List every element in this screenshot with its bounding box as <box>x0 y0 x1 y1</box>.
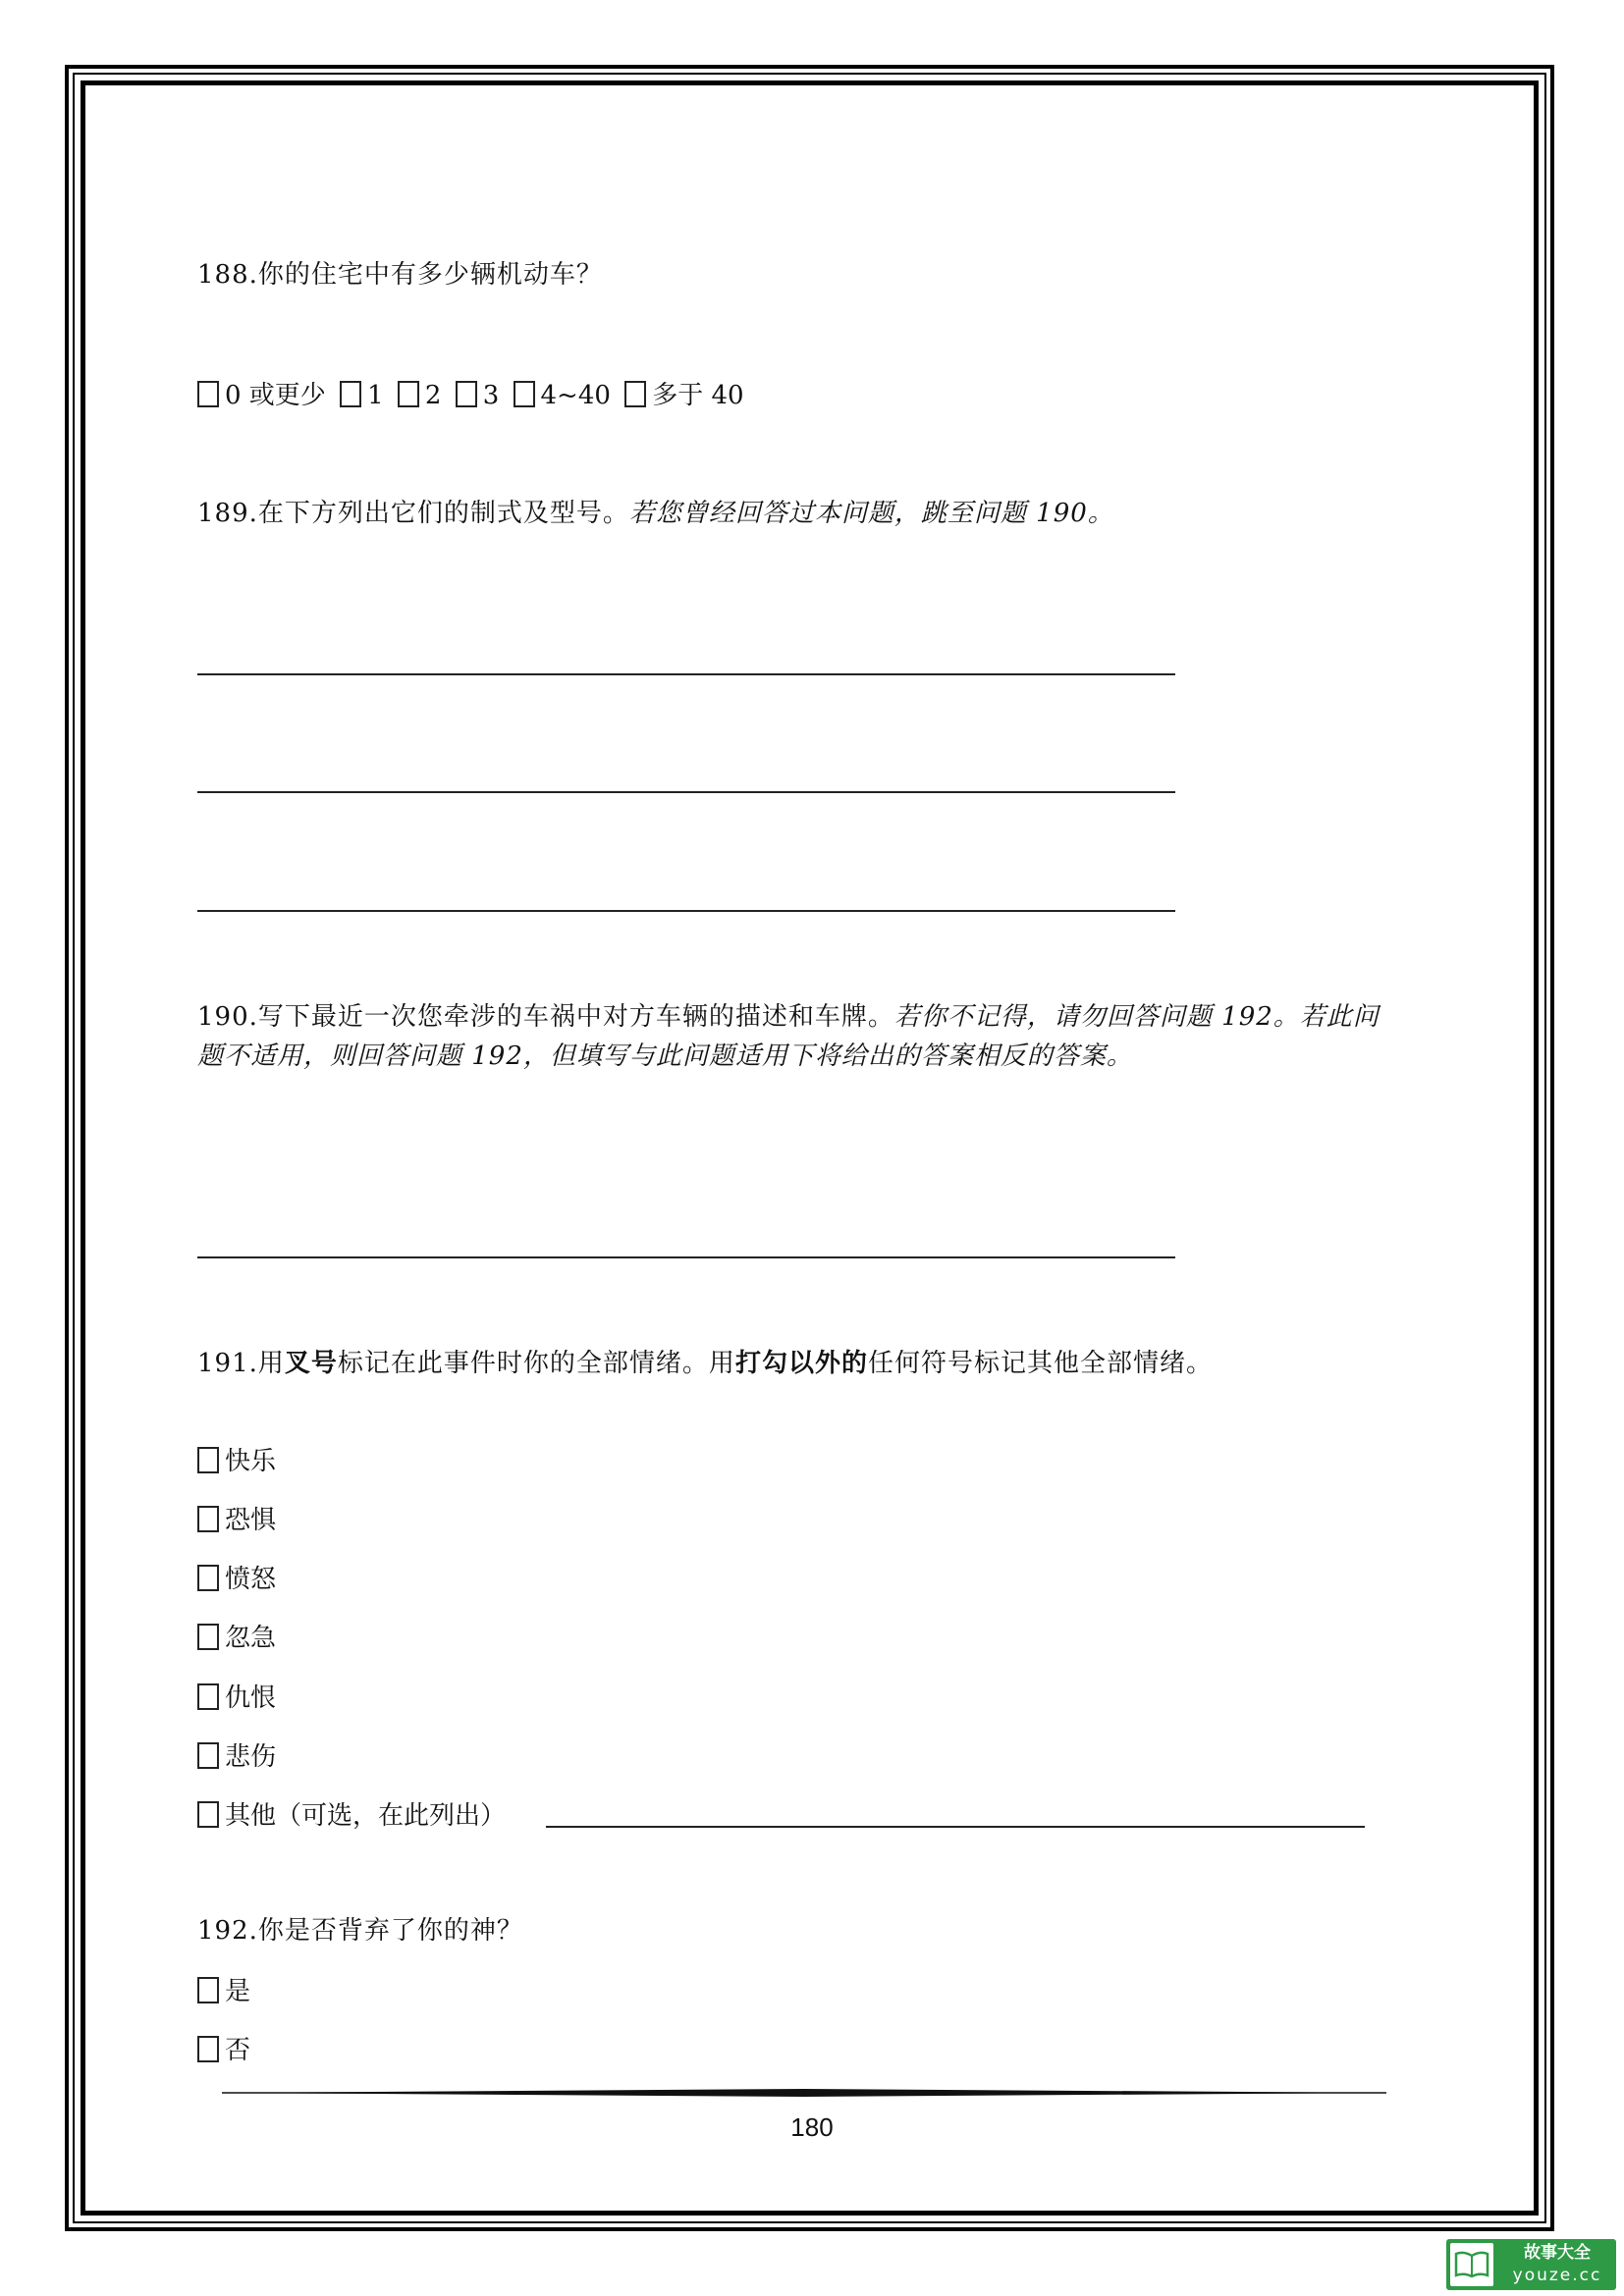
answer-line[interactable] <box>197 1256 1175 1258</box>
checkbox[interactable] <box>398 381 419 407</box>
option-label: 其他（可选，在此列出） <box>225 1801 507 1831</box>
option-label: 1 <box>367 381 384 410</box>
checkbox[interactable] <box>197 1624 219 1650</box>
question-prompt: 189.在下方列出它们的制式及型号。 <box>197 499 629 528</box>
option-label: 0 或更少 <box>225 381 326 410</box>
option-label: 是 <box>225 1977 251 2006</box>
list-item <box>197 1560 276 1599</box>
q188-options <box>197 376 750 415</box>
list-item <box>197 1972 250 2011</box>
option-label: 仇恨 <box>225 1683 277 1713</box>
option-label: 愤怒 <box>225 1565 277 1594</box>
list-item <box>197 1501 276 1540</box>
checkbox[interactable] <box>197 1683 219 1710</box>
checkbox[interactable] <box>197 1447 219 1473</box>
checkbox[interactable] <box>197 1801 219 1828</box>
question-189 <box>197 494 1114 533</box>
question-191 <box>197 1344 1213 1383</box>
other-answer-line[interactable] <box>546 1826 1365 1828</box>
checkbox[interactable] <box>197 1742 219 1769</box>
option-label: 4~40 <box>540 381 611 410</box>
question-prompt: 190.写下最近一次您牵涉的车祸中对方车辆的描述和车牌。 <box>197 1002 894 1032</box>
option-label: 忽急 <box>225 1624 277 1653</box>
list-item <box>197 1619 276 1658</box>
answer-line[interactable] <box>197 673 1175 675</box>
list-item <box>197 1737 276 1777</box>
question-text: 任何符号标记其他全部情绪。 <box>867 1349 1213 1378</box>
question-188: 188.你的住宅中有多少辆机动车？ <box>197 260 603 290</box>
checkbox[interactable] <box>197 1565 219 1591</box>
question-note: 若您曾经回答过本问题，跳至问题 190。 <box>628 499 1114 528</box>
answer-line[interactable] <box>197 791 1175 793</box>
question-note: 若你不记得，请勿回答问题 192。若此问题不适用，则回答问题 192，但填写与此问题适用下将给出的答案相反的答案。 <box>197 1002 1380 1071</box>
checkbox[interactable] <box>197 1506 219 1532</box>
option-label: 3 <box>482 381 500 410</box>
watermark-logo[interactable] <box>1446 2239 1616 2290</box>
checkbox[interactable] <box>514 381 535 407</box>
checkbox[interactable] <box>197 2036 219 2062</box>
option-label: 恐惧 <box>225 1506 277 1535</box>
question-192: 192.你是否背弃了你的神？ <box>197 1916 523 1946</box>
question-text: 191.用 <box>197 1349 285 1378</box>
option-label: 否 <box>225 2036 251 2065</box>
list-item <box>197 1679 276 1718</box>
checkbox[interactable] <box>197 381 219 407</box>
answer-line[interactable] <box>197 910 1175 912</box>
page-number: 180 <box>790 2112 834 2142</box>
option-label: 多于 40 <box>652 381 744 410</box>
question-text: 标记在此事件时你的全部情绪。用 <box>337 1349 735 1378</box>
emphasis-text: 打勾以外的 <box>734 1349 868 1378</box>
checkbox[interactable] <box>624 381 646 407</box>
option-label: 快乐 <box>225 1447 277 1476</box>
checkbox[interactable] <box>197 1977 219 2003</box>
footer-divider <box>222 2086 1386 2100</box>
list-item-other <box>197 1796 506 1836</box>
emphasis-text: 叉号 <box>284 1349 338 1378</box>
option-label: 2 <box>424 381 442 410</box>
question-190 <box>197 997 1405 1076</box>
checkbox[interactable] <box>340 381 361 407</box>
list-item <box>197 2031 250 2070</box>
list-item <box>197 1442 276 1481</box>
book-icon <box>1450 2243 1493 2286</box>
watermark-title: 故事大全 <box>1524 2243 1591 2263</box>
checkbox[interactable] <box>456 381 477 407</box>
watermark-url: youze.cc <box>1512 2266 1602 2285</box>
option-label: 悲伤 <box>225 1742 277 1772</box>
